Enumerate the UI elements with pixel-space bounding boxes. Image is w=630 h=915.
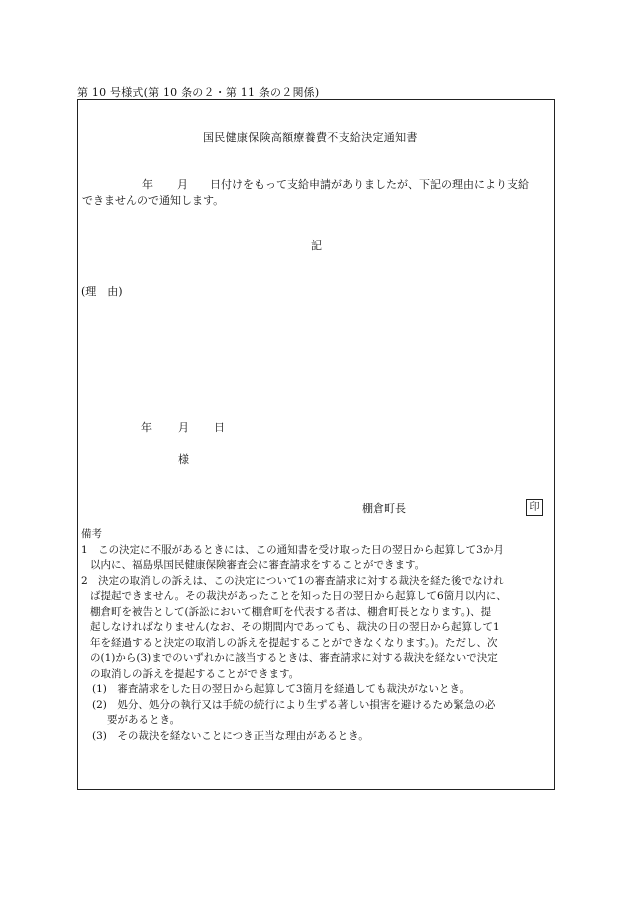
date-day: 日	[214, 421, 225, 434]
note-subitem: (1) 審査請求をした日の翌日から起算して3箇月を経過しても裁決がないとき。	[92, 683, 471, 695]
date-month: 月	[178, 421, 189, 434]
ki-heading: 記	[311, 239, 322, 252]
note-line: 2 決定の取消しの訴えは、この決定について1の審査請求に対する裁決を経た後でなけれ	[81, 574, 504, 587]
note-line: 以内に、福島県国民健康保険審査会に審査請求をすることができます。	[90, 559, 426, 571]
note-subitem: (3) その裁決を経ないことにつき正当な理由があるとき。	[92, 729, 369, 742]
note-line: 年を経過すると決定の取消しの訴えを提起することができなくなります。)。ただし、次	[90, 636, 498, 649]
note-line: 1 この決定に不服があるときには、この通知書を受け取った日の翌日から起算して3か月	[81, 543, 504, 556]
note-line: 起しなければなりません(なお、その期間内であっても、裁決の日の翌日から起算して1	[90, 621, 500, 633]
note-line: 棚倉町を被告として(訴訟において棚倉町を代表する者は、棚倉町長となります。)、提	[90, 605, 492, 618]
note-subitem: 要があるとき。	[107, 714, 181, 726]
note-line: ば提起できません。その裁決があったことを知った日の翌日から起算して6箇月以内に、	[90, 590, 507, 602]
note-line: の(1)から(3)までのいずれかに該当するときは、審査請求に対する裁決を経ないで決定	[90, 652, 498, 664]
intro-line-2: できませんので通知します。	[82, 194, 225, 207]
intro-paragraph	[82, 177, 529, 209]
note-subitem: (2) 処分、処分の執行又は手続の続行により生ずる著しい損害を避けるため緊急の必	[92, 698, 496, 711]
notes-heading: 備考	[81, 528, 102, 540]
date-year: 年	[141, 421, 152, 434]
notes-section	[81, 527, 553, 744]
intro-line-1	[82, 177, 529, 193]
addressee-honorific: 様	[178, 453, 189, 466]
form-number-label: 第 10 号様式(第 10 条の２・第 11 条の２関係)	[77, 86, 320, 99]
note-line: の取消しの訴えを提起することができます。	[90, 667, 300, 680]
intro-text: 日付けをもって支給申請がありましたが、下記の理由により支給	[210, 178, 529, 191]
reason-label: (理 由)	[81, 285, 123, 298]
intro-year: 年	[142, 178, 153, 191]
intro-month: 月	[177, 178, 188, 191]
seal-mark: 印	[526, 499, 543, 516]
document-title: 国民健康保険高額療養費不支給決定通知書	[203, 131, 418, 144]
issuer-name: 棚倉町長	[362, 502, 406, 515]
